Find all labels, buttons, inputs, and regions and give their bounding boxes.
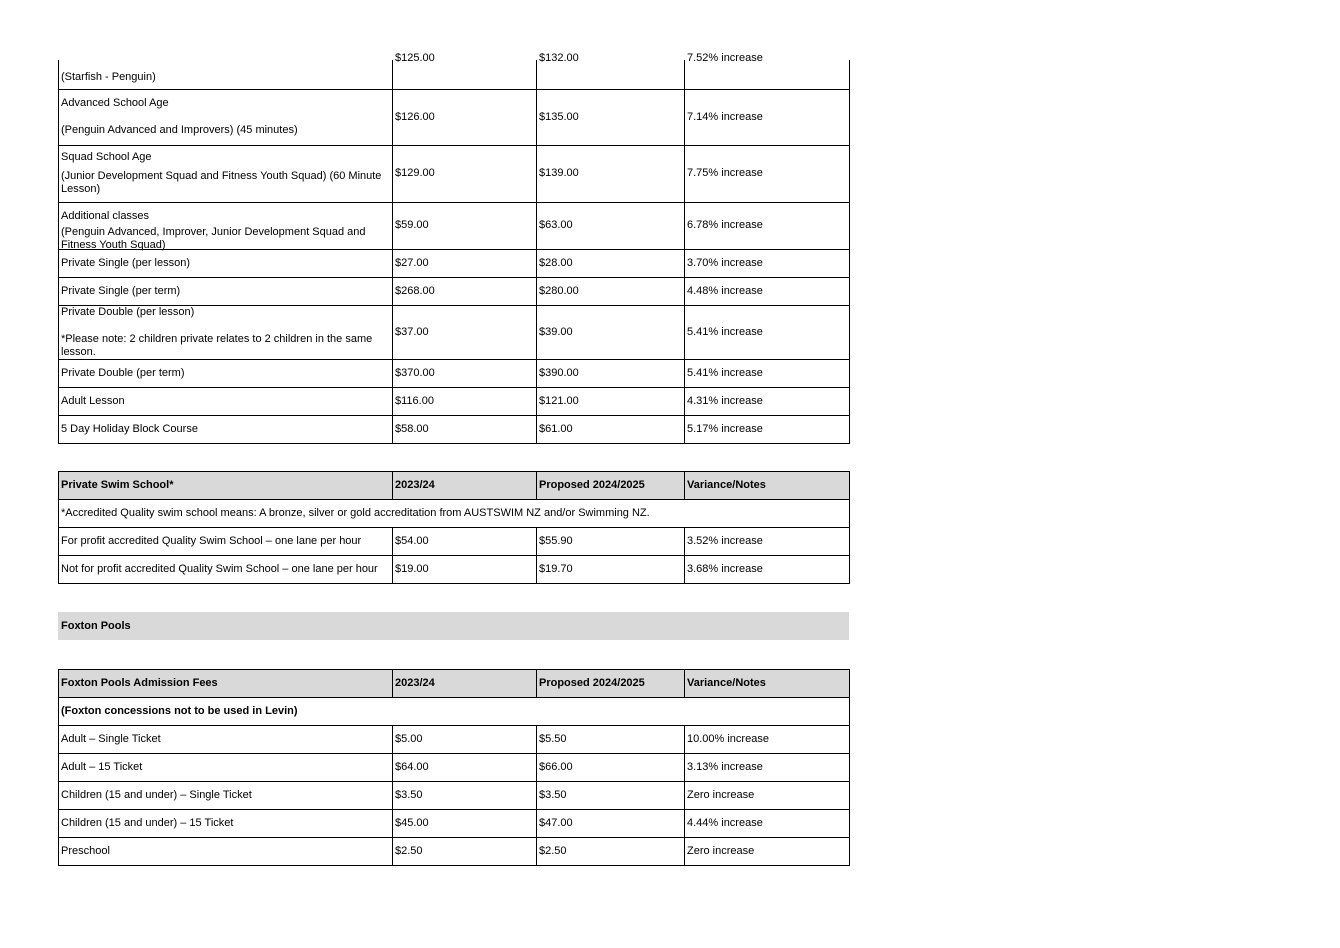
table-row (59, 754, 850, 782)
table-row (59, 359, 850, 387)
fee-2023-24: $126.00 (393, 89, 537, 145)
fee-description: Not for profit accredited Quality Swim School – one lane per hour (59, 556, 393, 584)
fee-description: Advanced School Age (Penguin Advanced and Improvers) (45 minutes) (59, 89, 393, 145)
column-header: Variance/Notes (685, 472, 850, 500)
table-note-row (59, 500, 850, 528)
accreditation-note: *Accredited Quality swim school means: A bronze, silver or gold accreditation from AUSTSWIM NZ and/or Swimming NZ. (59, 500, 850, 528)
fee-description: Preschool (59, 838, 393, 866)
table-header-row (59, 472, 850, 500)
fee-variance-notes: 10.00% increase (685, 726, 850, 754)
fee-variance-notes: 3.68% increase (685, 556, 850, 584)
fee-2023-24: $268.00 (393, 277, 537, 305)
fee-2023-24: $58.00 (393, 415, 537, 443)
concession-note: (Foxton concessions not to be used in Levin) (59, 698, 850, 726)
table-row (59, 305, 850, 359)
fee-proposed-2024-25: $3.50 (537, 782, 685, 810)
fee-2023-24: $37.00 (393, 305, 537, 359)
foxton-admission-table (58, 669, 850, 866)
fee-variance-notes: 4.31% increase (685, 387, 850, 415)
fee-proposed-2024-25: $2.50 (537, 838, 685, 866)
fee-2023-24: $2.50 (393, 838, 537, 866)
fee-variance-notes: 7.52% increase (685, 60, 850, 89)
table-note-row (59, 698, 850, 726)
fee-proposed-2024-25: $63.00 (537, 202, 685, 249)
fee-proposed-2024-25: $132.00 (537, 60, 685, 89)
fee-proposed-2024-25: $5.50 (537, 726, 685, 754)
fee-2023-24: $116.00 (393, 387, 537, 415)
fee-2023-24: $129.00 (393, 145, 537, 202)
fee-description: Private Double (per term) (59, 359, 393, 387)
fee-proposed-2024-25: $280.00 (537, 277, 685, 305)
fee-description: Private Single (per term) (59, 277, 393, 305)
fee-description: Adult Lesson (59, 387, 393, 415)
fee-variance-notes: 3.52% increase (685, 528, 850, 556)
fee-2023-24: $5.00 (393, 726, 537, 754)
fee-2023-24: $125.00 (393, 60, 537, 89)
fee-description: Children (15 and under) – 15 Ticket (59, 810, 393, 838)
fee-2023-24: $64.00 (393, 754, 537, 782)
fee-2023-24: $19.00 (393, 556, 537, 584)
fee-description: Private Single (per lesson) (59, 249, 393, 277)
private-swim-school-table (58, 471, 850, 584)
table-row (59, 249, 850, 277)
fee-variance-notes: 3.70% increase (685, 249, 850, 277)
fee-proposed-2024-25: $61.00 (537, 415, 685, 443)
table-row (59, 838, 850, 866)
table-row (59, 782, 850, 810)
fee-variance-notes: 5.41% increase (685, 305, 850, 359)
fee-variance-notes: 5.17% increase (685, 415, 850, 443)
table-row (59, 89, 850, 145)
table-row (59, 415, 850, 443)
table-row (59, 387, 850, 415)
column-header: 2023/24 (393, 670, 537, 698)
fee-2023-24: $54.00 (393, 528, 537, 556)
fee-2023-24: $59.00 (393, 202, 537, 249)
fee-proposed-2024-25: $39.00 (537, 305, 685, 359)
fee-description: Additional classes (Penguin Advanced, Improver, Junior Development Squad and Fitness Youth Squad) (59, 202, 393, 249)
fee-description: Adult – Single Ticket (59, 726, 393, 754)
fee-proposed-2024-25: $390.00 (537, 359, 685, 387)
fee-2023-24: $3.50 (393, 782, 537, 810)
table-row (59, 810, 850, 838)
fee-variance-notes: 3.13% increase (685, 754, 850, 782)
fee-variance-notes: 4.48% increase (685, 277, 850, 305)
fee-description: Squad School Age (Junior Development Squad and Fitness Youth Squad) (60 Minute Lesson) (59, 145, 393, 202)
table-row (59, 277, 850, 305)
column-header: Proposed 2024/2025 (537, 670, 685, 698)
fee-variance-notes: 4.44% increase (685, 810, 850, 838)
fee-proposed-2024-25: $19.70 (537, 556, 685, 584)
column-header: Foxton Pools Admission Fees (59, 670, 393, 698)
column-header: Proposed 2024/2025 (537, 472, 685, 500)
fee-proposed-2024-25: $66.00 (537, 754, 685, 782)
fee-proposed-2024-25: $135.00 (537, 89, 685, 145)
section-heading: Foxton Pools (58, 612, 849, 640)
fee-proposed-2024-25: $47.00 (537, 810, 685, 838)
fee-description: For profit accredited Quality Swim School – one lane per hour (59, 528, 393, 556)
fee-description: Children (15 and under) – Single Ticket (59, 782, 393, 810)
fee-variance-notes: Zero increase (685, 838, 850, 866)
table-row (59, 726, 850, 754)
fee-2023-24: $370.00 (393, 359, 537, 387)
swim-lessons-table (58, 52, 850, 444)
column-header: Variance/Notes (685, 670, 850, 698)
table-row (59, 528, 850, 556)
table-row (59, 202, 850, 249)
fee-description: 5 Day Holiday Block Course (59, 415, 393, 443)
fee-description: (Starfish - Penguin) (59, 60, 393, 89)
table-row (59, 145, 850, 202)
fee-proposed-2024-25: $121.00 (537, 387, 685, 415)
table-header-row (59, 670, 850, 698)
column-header: 2023/24 (393, 472, 537, 500)
fee-variance-notes: 7.14% increase (685, 89, 850, 145)
fee-proposed-2024-25: $28.00 (537, 249, 685, 277)
table-row (59, 60, 850, 89)
column-header: Private Swim School* (59, 472, 393, 500)
fee-2023-24: $27.00 (393, 249, 537, 277)
fee-description: Private Double (per lesson) *Please note: 2 children private relates to 2 children in the same lesson. (59, 305, 393, 359)
fee-proposed-2024-25: $139.00 (537, 145, 685, 202)
fee-variance-notes: 5.41% increase (685, 359, 850, 387)
fee-description: Adult – 15 Ticket (59, 754, 393, 782)
fee-variance-notes: Zero increase (685, 782, 850, 810)
fee-2023-24: $45.00 (393, 810, 537, 838)
fee-variance-notes: 7.75% increase (685, 145, 850, 202)
fee-proposed-2024-25: $55.90 (537, 528, 685, 556)
table-row (59, 556, 850, 584)
fee-variance-notes: 6.78% increase (685, 202, 850, 249)
